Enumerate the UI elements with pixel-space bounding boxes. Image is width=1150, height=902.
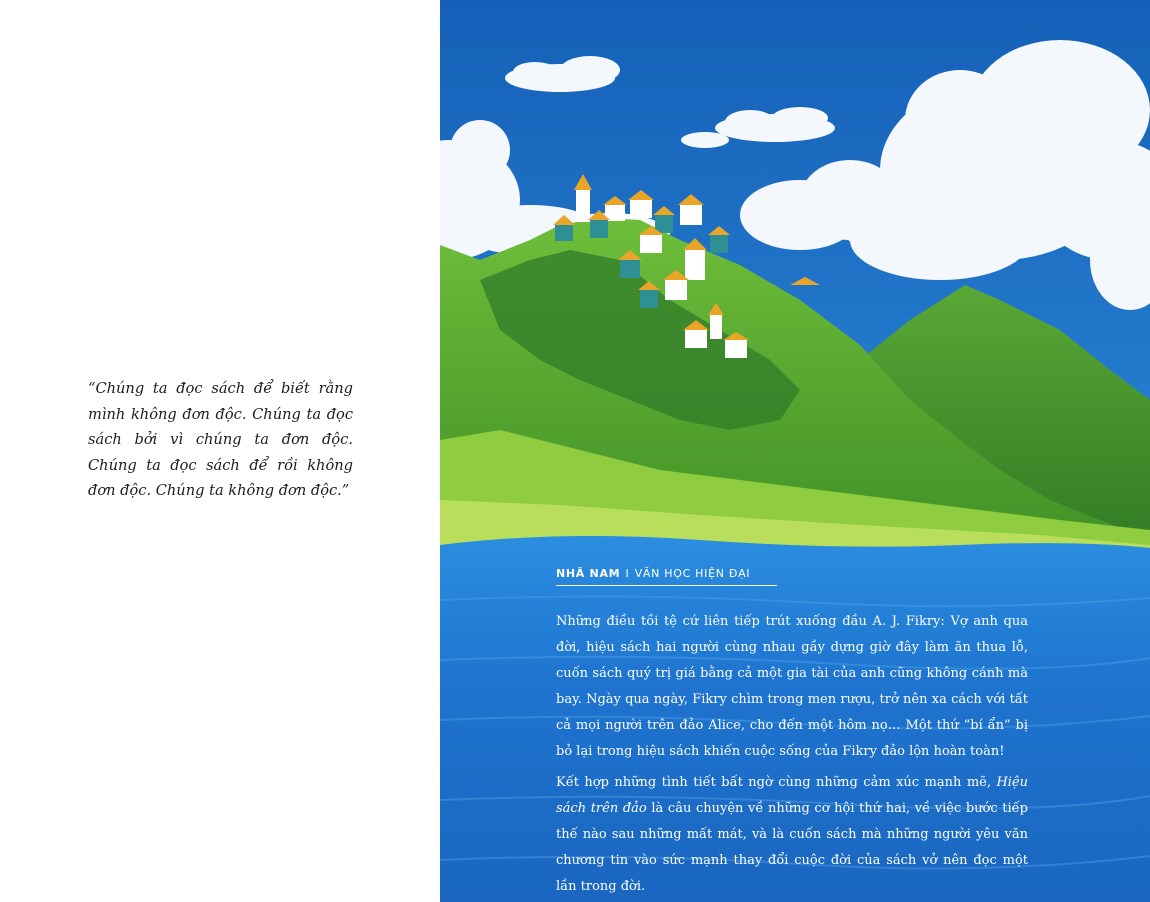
blurb-paragraph-2 <box>556 770 1028 900</box>
back-cover-blurb <box>556 609 1028 902</box>
paragraph-2-rest: là câu chuyện về những cơ hội thứ hai, về việc bước tiếp thế nào sau những mất mát, và là cuốn sách mà những người yêu văn chương tin vào sức mạnh thay đổi cuộc đời của sách vở nên đọc một lần trong đời. <box>556 801 1029 894</box>
imprint-separator: I <box>625 567 630 580</box>
blurb-paragraph-1: Những điều tồi tệ cứ liên tiếp trút xuống đầu A. J. Fikry: Vợ anh qua đời, hiệu sách hai người cùng nhau gầy dựng giờ đây làm ăn thua lỗ, cuốn sách quý trị giá bằng cả một gia tài của anh cũng không cánh mà bay. Ngày qua ngày, Fikry chìm trong men rượu, trở nên xa cách với tất cả mọi người trên đảo Alice, cho đến một hôm nọ… Một thứ “bí ẩn” bị bỏ lại trong hiệu sách khiến cuộc sống của Fikry đảo lộn hoàn toàn! <box>556 614 1028 759</box>
imprint-line <box>556 567 777 586</box>
epigraph-quote: “Chúng ta đọc sách để biết rằng mình không đơn độc. Chúng ta đọc sách bởi vì chúng ta đơn độc. Chúng ta đọc sách để rồi không đơn độc. Chúng ta không đơn độc.” <box>88 380 353 499</box>
genre-category: VĂN HỌC HIỆN ĐẠI <box>634 567 751 580</box>
right-page <box>440 0 1150 902</box>
paragraph-2-lead: Kết hợp những tình tiết bất ngờ cùng những cảm xúc mạnh mẽ, <box>556 775 997 790</box>
publisher-brand: NHÃ NAM <box>556 567 621 580</box>
left-page <box>0 0 440 902</box>
book-title: Hiệu sách trên đảo <box>556 775 1028 816</box>
